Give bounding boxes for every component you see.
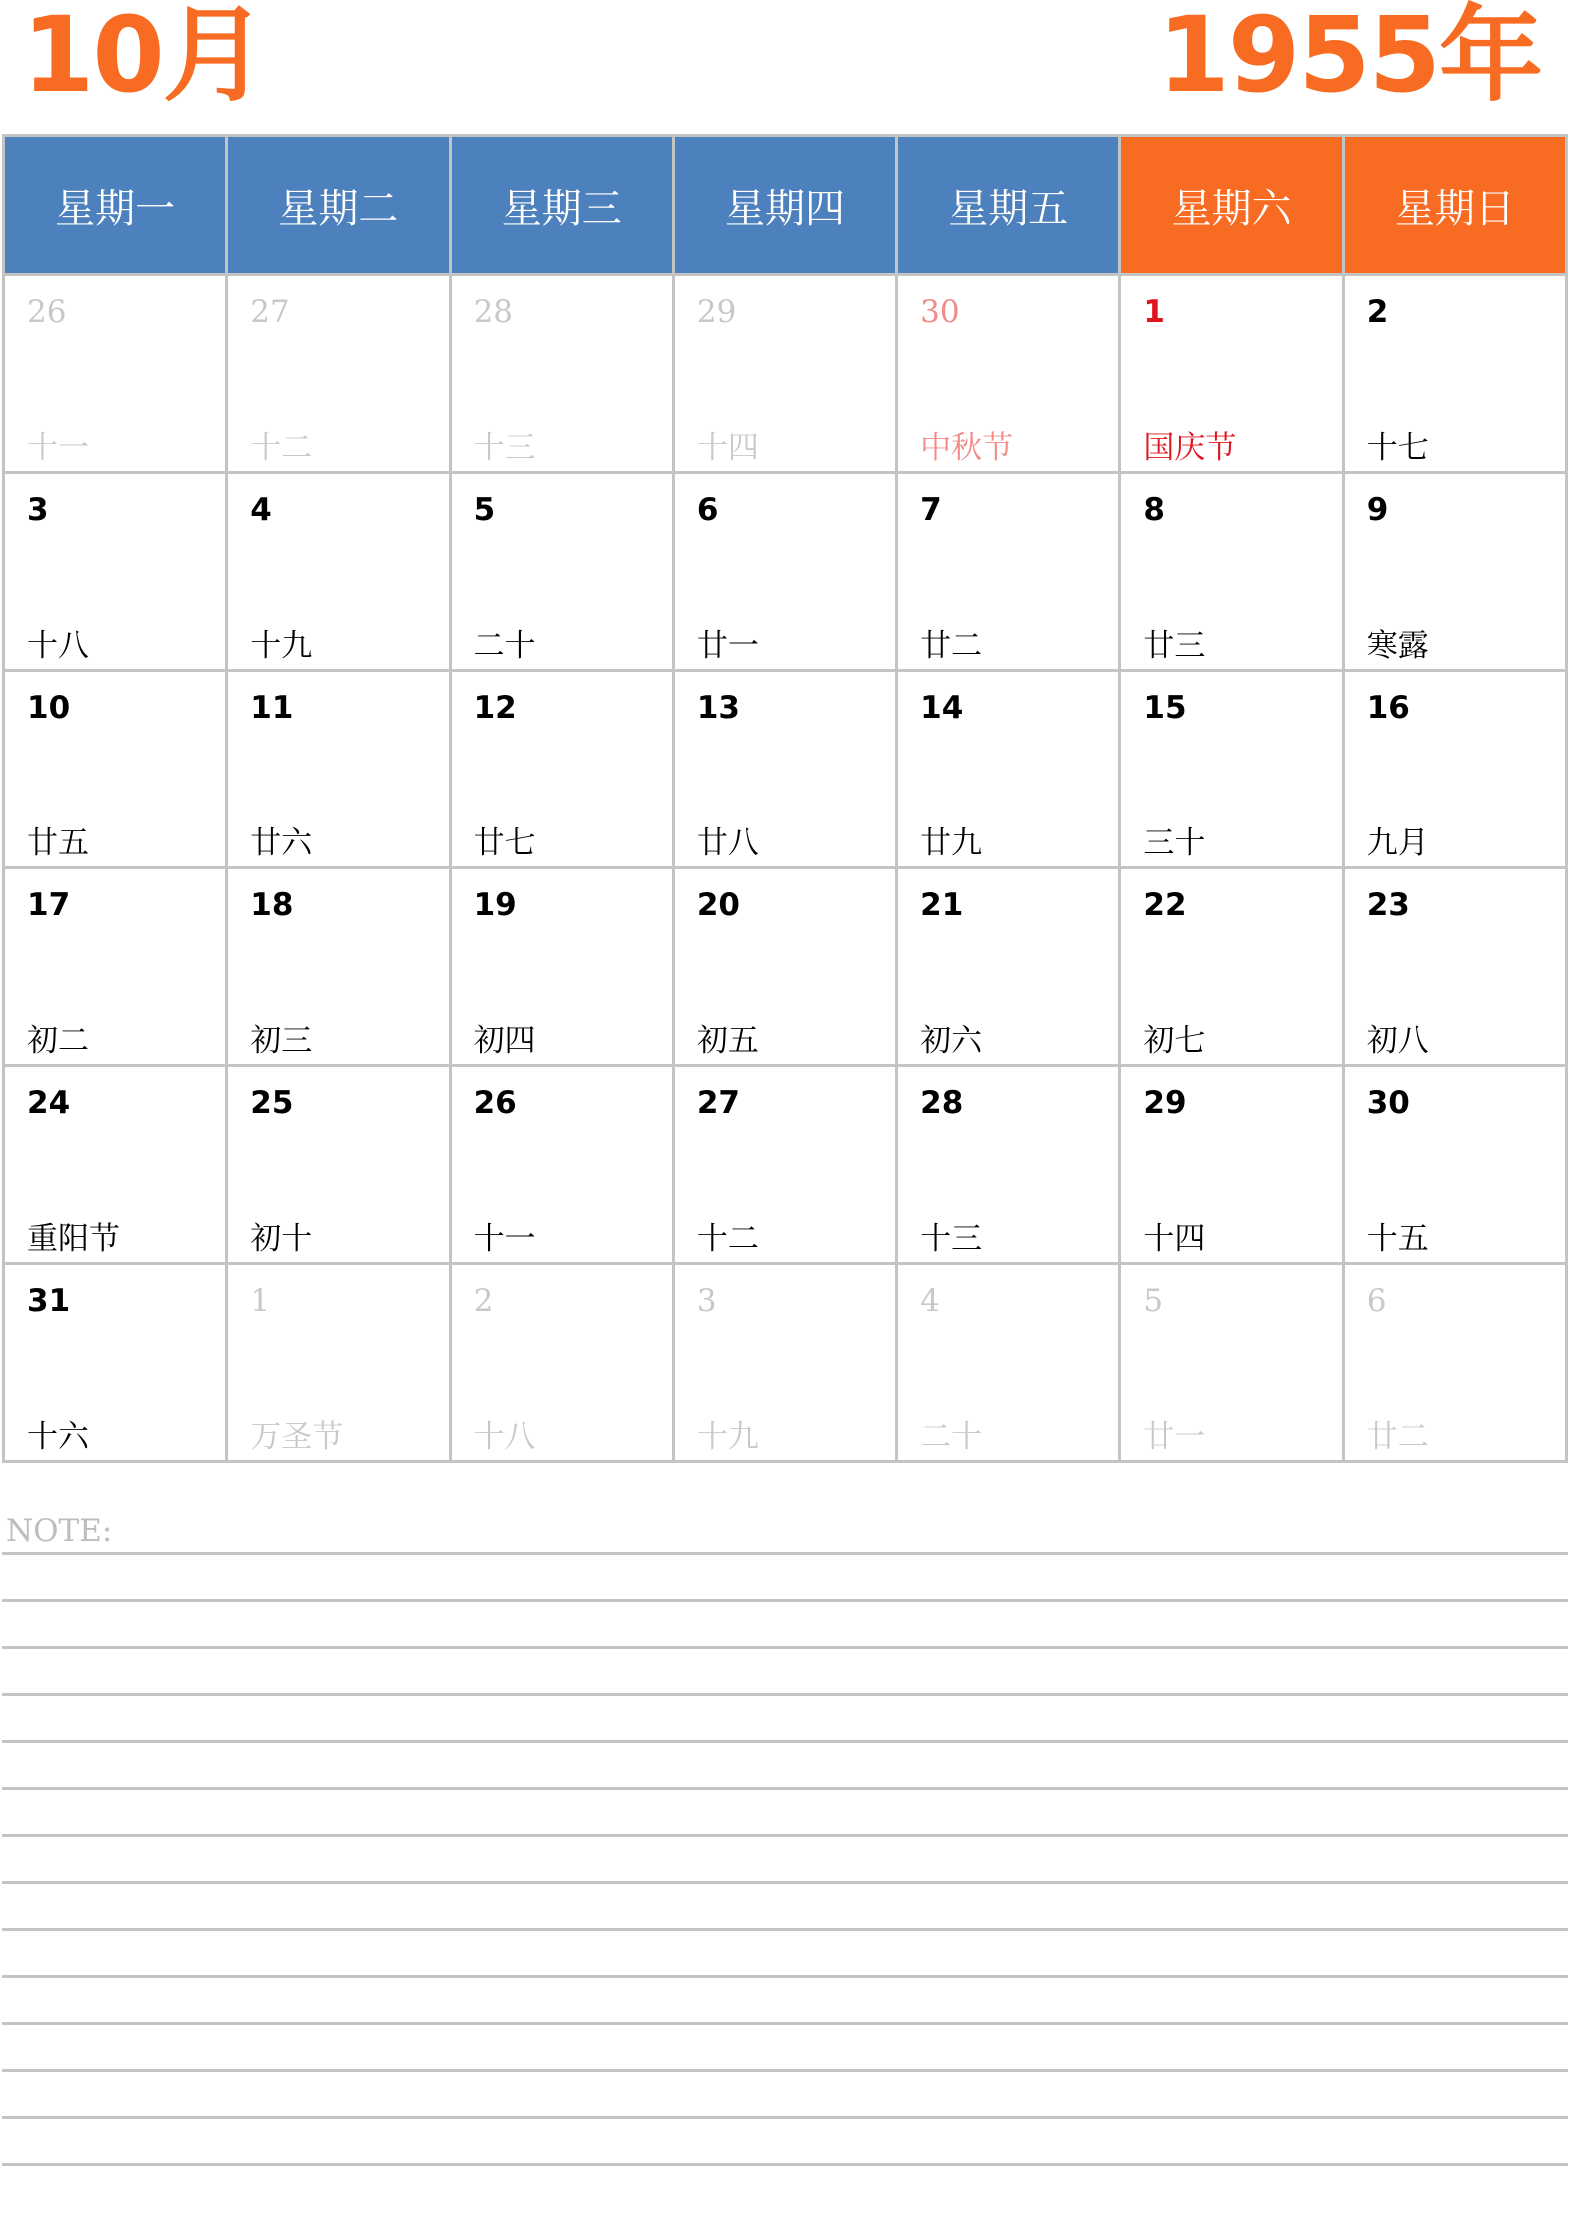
- note-line: [2, 1599, 1568, 1602]
- lunar-date: 廿三: [1143, 627, 1206, 664]
- lunar-date: 十四: [696, 429, 759, 466]
- lunar-date: 万圣节: [250, 1418, 344, 1455]
- day-cell[interactable]: [1345, 672, 1565, 867]
- lunar-date: 廿一: [1143, 1418, 1206, 1455]
- calendar-grid: [2, 134, 1568, 1463]
- lunar-date: 重阳节: [27, 1221, 120, 1258]
- lunar-date: 十九: [250, 627, 313, 664]
- weekday-header-thu: 星期四: [675, 137, 895, 273]
- day-number: 9: [1366, 491, 1389, 528]
- day-cell[interactable]: [1121, 869, 1341, 1064]
- lunar-date: 廿八: [696, 825, 759, 862]
- day-number: 11: [250, 689, 294, 726]
- note-line: [2, 1881, 1568, 1884]
- day-number: 24: [27, 1085, 71, 1122]
- note-line: [2, 1975, 1568, 1978]
- day-cell[interactable]: [1121, 474, 1341, 669]
- day-number: 30: [920, 294, 960, 330]
- lunar-date: 廿二: [1366, 1418, 1429, 1455]
- note-line: [2, 2022, 1568, 2025]
- day-cell[interactable]: [1345, 276, 1565, 471]
- note-line: [2, 1787, 1568, 1790]
- lunar-date: 三十: [1143, 825, 1206, 862]
- weekday-header-tue: 星期二: [228, 137, 448, 273]
- day-cell[interactable]: [675, 1265, 895, 1460]
- day-cell[interactable]: [452, 869, 672, 1064]
- day-number: 19: [473, 887, 517, 924]
- day-number: 1: [250, 1283, 271, 1320]
- lunar-date: 十一: [473, 1221, 536, 1258]
- day-cell[interactable]: [228, 474, 448, 669]
- day-cell[interactable]: [1345, 869, 1565, 1064]
- lunar-date: 初七: [1143, 1023, 1206, 1060]
- day-number: 28: [920, 1085, 964, 1122]
- lunar-date: 廿一: [696, 627, 759, 664]
- lunar-date: 十三: [473, 429, 536, 466]
- day-number: 16: [1366, 689, 1410, 726]
- day-cell[interactable]: [228, 1265, 448, 1460]
- day-cell[interactable]: [228, 869, 448, 1064]
- note-line: [2, 1552, 1568, 1555]
- lunar-date: 十二: [696, 1221, 759, 1258]
- lunar-date: 初四: [473, 1023, 536, 1060]
- lunar-date: 初十: [250, 1221, 313, 1258]
- day-number: 3: [27, 491, 49, 528]
- day-number: 22: [1143, 887, 1187, 924]
- lunar-date: 十四: [1143, 1221, 1206, 1258]
- day-number: 10: [27, 689, 71, 726]
- note-line: [2, 2163, 1568, 2166]
- day-number: 1: [1143, 294, 1165, 330]
- day-cell[interactable]: [1345, 474, 1565, 669]
- lunar-date: 十二: [250, 429, 313, 466]
- day-cell[interactable]: [5, 1067, 225, 1262]
- note-line: [2, 2069, 1568, 2072]
- lunar-date: 二十: [473, 627, 536, 664]
- day-cell[interactable]: [452, 1265, 672, 1460]
- note-line: [2, 1834, 1568, 1837]
- lunar-date: 初六: [920, 1023, 983, 1060]
- day-cell[interactable]: [675, 1067, 895, 1262]
- lunar-date: 廿六: [250, 825, 313, 862]
- day-cell[interactable]: [452, 474, 672, 669]
- lunar-date: 十三: [920, 1221, 983, 1258]
- day-cell[interactable]: [898, 1265, 1118, 1460]
- day-number: 18: [250, 887, 294, 924]
- lunar-date: 廿九: [920, 825, 983, 862]
- lunar-date: 初二: [27, 1023, 89, 1060]
- note-label: NOTE:: [6, 1513, 113, 1549]
- day-number: 27: [696, 1085, 740, 1122]
- day-number: 29: [1143, 1085, 1187, 1122]
- lunar-date: 十八: [473, 1418, 536, 1455]
- day-cell[interactable]: [452, 672, 672, 867]
- day-number: 26: [27, 294, 67, 330]
- day-cell[interactable]: [898, 276, 1118, 471]
- day-cell[interactable]: [898, 1067, 1118, 1262]
- note-line: [2, 2116, 1568, 2119]
- lunar-date: 初五: [696, 1023, 759, 1060]
- day-cell[interactable]: [228, 276, 448, 471]
- note-lines[interactable]: [2, 1552, 1568, 2210]
- lunar-date: 十五: [1366, 1221, 1429, 1258]
- day-cell[interactable]: [675, 869, 895, 1064]
- day-number: 7: [920, 491, 942, 528]
- day-cell[interactable]: [5, 869, 225, 1064]
- note-line: [2, 1740, 1568, 1743]
- day-cell[interactable]: [898, 474, 1118, 669]
- day-number: 29: [696, 294, 737, 330]
- day-cell[interactable]: [1345, 1067, 1565, 1262]
- day-number: 25: [250, 1085, 294, 1122]
- day-number: 17: [27, 887, 71, 924]
- weekday-header-sun: 星期日: [1345, 137, 1565, 273]
- weekday-header-sat: 星期六: [1121, 137, 1341, 273]
- lunar-date: 九月: [1366, 825, 1429, 862]
- day-cell[interactable]: [675, 672, 895, 867]
- day-cell[interactable]: [898, 869, 1118, 1064]
- weekday-header-wed: 星期三: [452, 137, 672, 273]
- day-cell[interactable]: [1345, 1265, 1565, 1460]
- day-number: 8: [1143, 491, 1165, 528]
- day-cell[interactable]: [1121, 1067, 1341, 1262]
- day-number: 5: [473, 491, 496, 528]
- day-number: 5: [1143, 1283, 1164, 1320]
- day-number: 6: [696, 491, 719, 528]
- note-line: [2, 1646, 1568, 1649]
- day-number: 28: [473, 294, 514, 330]
- weekday-header-mon: 星期一: [5, 137, 225, 273]
- day-number: 31: [27, 1283, 71, 1320]
- lunar-date: 寒露: [1366, 627, 1429, 664]
- day-cell[interactable]: [452, 276, 672, 471]
- year-title: 1955年: [1157, 0, 1541, 116]
- day-number: 3: [696, 1283, 717, 1320]
- day-cell[interactable]: [5, 474, 225, 669]
- day-number: 23: [1366, 887, 1410, 924]
- day-cell[interactable]: [1121, 1265, 1341, 1460]
- lunar-date: 初三: [250, 1023, 313, 1060]
- day-cell[interactable]: [452, 1067, 672, 1262]
- day-number: 21: [920, 887, 964, 924]
- day-cell[interactable]: [228, 672, 448, 867]
- note-line: [2, 1693, 1568, 1696]
- lunar-date: 十六: [27, 1418, 89, 1455]
- lunar-date: 十九: [696, 1418, 759, 1455]
- lunar-date: 廿二: [920, 627, 983, 664]
- lunar-date: 中秋节: [920, 429, 1014, 466]
- day-number: 20: [696, 887, 740, 924]
- day-number: 2: [473, 1283, 494, 1320]
- lunar-date: 十一: [27, 429, 89, 466]
- day-number: 4: [920, 1283, 940, 1320]
- day-cell[interactable]: [5, 276, 225, 471]
- day-cell[interactable]: [5, 672, 225, 867]
- lunar-date: 二十: [920, 1418, 983, 1455]
- day-number: 14: [920, 689, 964, 726]
- day-cell[interactable]: [228, 1067, 448, 1262]
- lunar-date: 廿五: [27, 825, 89, 862]
- day-cell[interactable]: [898, 672, 1118, 867]
- note-line: [2, 1928, 1568, 1931]
- day-number: 30: [1366, 1085, 1410, 1122]
- weekday-header-fri: 星期五: [898, 137, 1118, 273]
- day-number: 12: [473, 689, 517, 726]
- day-cell[interactable]: [1121, 276, 1341, 471]
- day-number: 15: [1143, 689, 1187, 726]
- day-cell[interactable]: [675, 276, 895, 471]
- day-number: 13: [696, 689, 740, 726]
- month-title: 10月: [22, 0, 265, 116]
- lunar-date: 十八: [27, 627, 89, 664]
- day-cell[interactable]: [1121, 672, 1341, 867]
- day-number: 2: [1366, 294, 1389, 330]
- lunar-date: 十七: [1366, 429, 1429, 466]
- lunar-date: 国庆节: [1143, 429, 1237, 466]
- day-number: 4: [250, 491, 272, 528]
- lunar-date: 初八: [1366, 1023, 1429, 1060]
- day-number: 26: [473, 1085, 517, 1122]
- day-number: 6: [1366, 1283, 1387, 1320]
- day-cell[interactable]: [675, 474, 895, 669]
- lunar-date: 廿七: [473, 825, 536, 862]
- day-cell[interactable]: [5, 1265, 225, 1460]
- day-number: 27: [250, 294, 290, 330]
